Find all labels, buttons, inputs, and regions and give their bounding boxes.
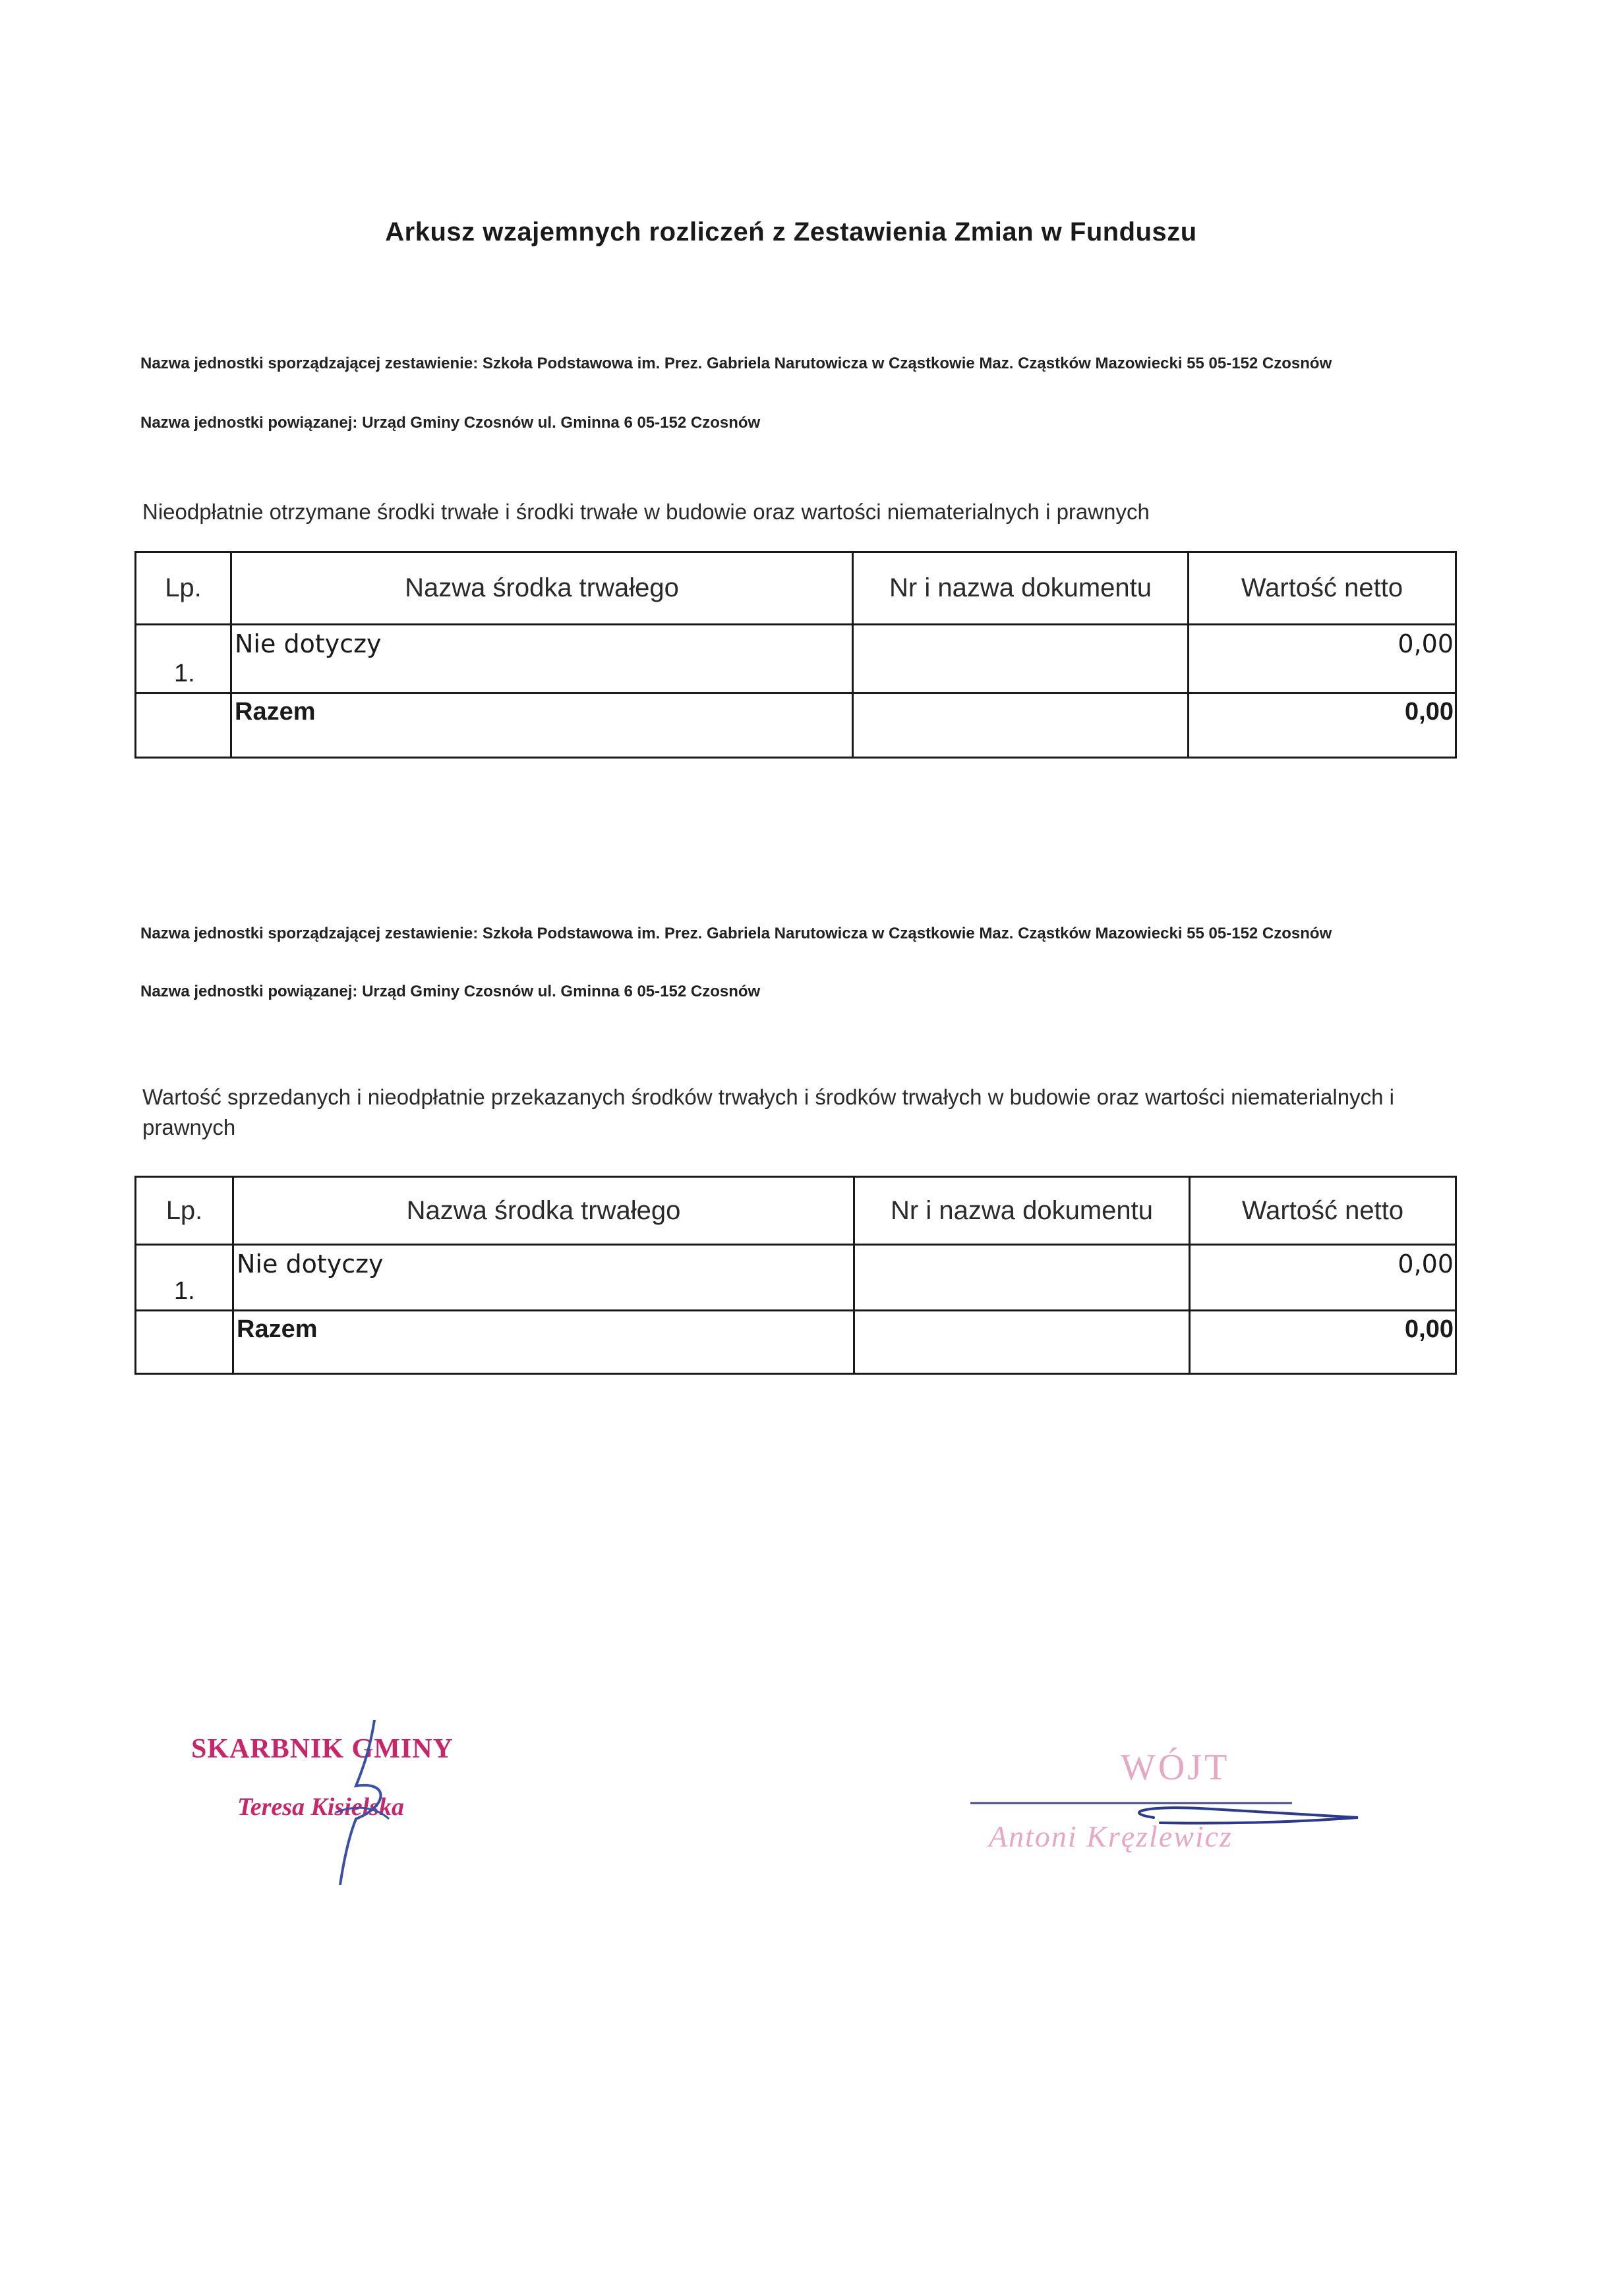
table-total-row bbox=[136, 1311, 1456, 1374]
unit-name-line: Nazwa jednostki sporządzającej zestawienie: Szkoła Podstawowa im. Prez. Gabriela Narutowicza w Cząstkowie Maz. Cząstków Mazowiecki 55 05-152 Czosnów bbox=[140, 355, 1332, 372]
total-lp-cell bbox=[136, 693, 231, 758]
assets-received-table bbox=[134, 551, 1457, 759]
net-value-cell: 0,00 bbox=[1190, 1245, 1456, 1311]
assets-transferred-table bbox=[134, 1176, 1457, 1375]
mayor-stamp bbox=[962, 1740, 1371, 1885]
section-heading: Nieodpłatnie otrzymane środki trwałe i środki trwałe w budowie oraz wartości niematerialnych i prawnych bbox=[142, 500, 1150, 524]
section-heading: Wartość sprzedanych i nieodpłatnie przekazanych środków trwałych i środków trwałych w budowie oraz wartości niematerialnych i prawnych bbox=[142, 1085, 1394, 1139]
related-unit-line: Nazwa jednostki powiązanej: Urząd Gminy Czosnów ul. Gminna 6 05-152 Czosnów bbox=[140, 414, 761, 432]
document-title: Arkusz wzajemnych rozliczeń z Zestawienia Zmian w Funduszu bbox=[385, 217, 1197, 246]
column-header-lp: Lp. bbox=[136, 1177, 233, 1245]
total-label: Razem bbox=[233, 1311, 854, 1374]
total-document-cell bbox=[853, 693, 1189, 758]
total-label: Razem bbox=[231, 693, 853, 758]
column-header-net-value: Wartość netto bbox=[1189, 552, 1456, 625]
total-value: 0,00 bbox=[1189, 693, 1456, 758]
column-header-document: Nr i nazwa dokumentu bbox=[853, 552, 1189, 625]
document-cell bbox=[853, 625, 1189, 693]
table-total-row bbox=[136, 693, 1456, 758]
row-number: 1. bbox=[136, 625, 231, 693]
table-header-row bbox=[136, 1177, 1456, 1245]
related-unit-line: Nazwa jednostki powiązanej: Urząd Gminy Czosnów ul. Gminna 6 05-152 Czosnów bbox=[140, 983, 761, 1000]
column-header-lp: Lp. bbox=[136, 552, 231, 625]
column-header-asset-name: Nazwa środka trwałego bbox=[231, 552, 853, 625]
column-header-net-value: Wartość netto bbox=[1190, 1177, 1456, 1245]
asset-name-cell: Nie dotyczy bbox=[233, 1245, 854, 1311]
net-value-cell: 0,00 bbox=[1189, 625, 1456, 693]
total-document-cell bbox=[854, 1311, 1190, 1374]
mayor-stamp-name: Antoni Kręzlewicz bbox=[989, 1820, 1233, 1853]
row-number: 1. bbox=[136, 1245, 233, 1311]
treasurer-stamp-name: Teresa Kisielska bbox=[237, 1793, 404, 1821]
table-row bbox=[136, 1245, 1456, 1311]
document-cell bbox=[854, 1245, 1190, 1311]
treasurer-stamp-title: SKARBNIK GMINY bbox=[191, 1734, 454, 1764]
table-row bbox=[136, 625, 1456, 693]
column-header-asset-name: Nazwa środka trwałego bbox=[233, 1177, 854, 1245]
total-value: 0,00 bbox=[1190, 1311, 1456, 1374]
table-header-row bbox=[136, 552, 1456, 625]
mayor-signature bbox=[962, 1740, 1371, 1885]
treasurer-stamp bbox=[191, 1720, 508, 1885]
unit-name-line: Nazwa jednostki sporządzającej zestawienie: Szkoła Podstawowa im. Prez. Gabriela Narutowicza w Cząstkowie Maz. Cząstków Mazowiecki 55 05-152 Czosnów bbox=[140, 925, 1332, 942]
column-header-document: Nr i nazwa dokumentu bbox=[854, 1177, 1190, 1245]
treasurer-signature bbox=[191, 1720, 508, 1885]
asset-name-cell: Nie dotyczy bbox=[231, 625, 853, 693]
mayor-stamp-title: WÓJT bbox=[1121, 1747, 1230, 1788]
total-lp-cell bbox=[136, 1311, 233, 1374]
